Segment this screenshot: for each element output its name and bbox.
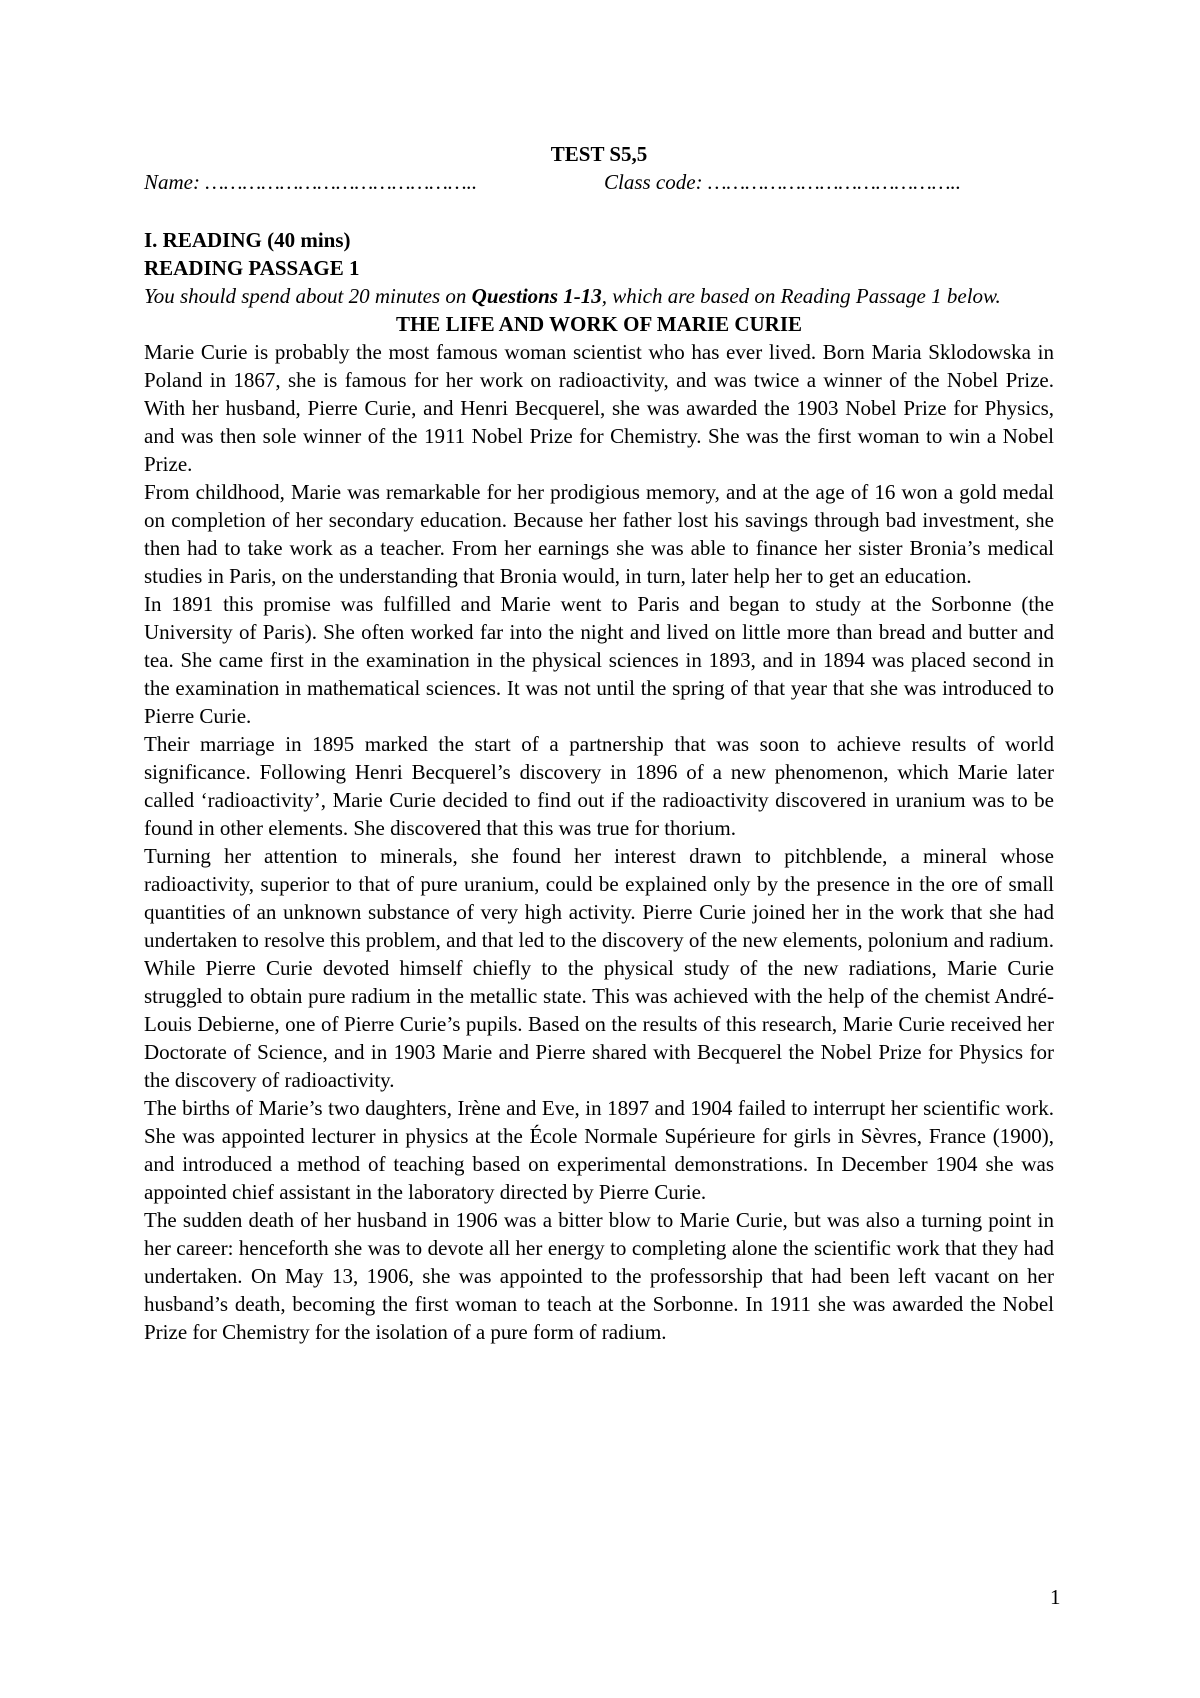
- student-info-row: [144, 168, 1054, 196]
- name-field: Name: ……………………………………..: [144, 170, 478, 194]
- instructions-questions: Questions 1-13: [471, 284, 602, 308]
- passage-heading: READING PASSAGE 1: [144, 256, 360, 280]
- document-page: [144, 140, 1054, 1346]
- article-title: THE LIFE AND WORK OF MARIE CURIE: [395, 312, 803, 336]
- paragraph-2: From childhood, Marie was remarkable for her prodigious memory, and at the age of 16 won a gold medal on completion of her secondary education. Because her father lost his savings through bad investment, she then had to take work as a teacher. From her earnings she was able to finance her sister Bronia’s medical studies in Paris, on the understanding that Bronia would, in turn, later help her to get an education.: [144, 480, 1054, 588]
- test-title: TEST S5,5: [550, 142, 648, 166]
- instructions: [144, 282, 1054, 310]
- instructions-suffix: , which are based on Reading Passage 1 below.: [601, 284, 1001, 308]
- paragraph-7: The sudden death of her husband in 1906 was a bitter blow to Marie Curie, but was also a turning point in her career: henceforth she was to devote all her energy to completing alone the scientific work that they had undertaken. On May 13, 1906, she was appointed to the professorship that had been left vacant on her husband’s death, becoming the first woman to teach at the Sorbonne. In 1911 she was awarded the Nobel Prize for Chemistry for the isolation of a pure form of radium.: [144, 1208, 1054, 1344]
- section-heading: I. READING (40 mins): [144, 228, 351, 252]
- paragraph-5: Turning her attention to minerals, she found her interest drawn to pitchblende, a mineral whose radioactivity, superior to that of pure uranium, could be explained only by the presence in the ore of small quantities of an unknown substance of very high activity. Pierre Curie joined her in the work that she had undertaken to resolve this problem, and that led to the discovery of the new elements, polonium and radium. While Pierre Curie devoted himself chiefly to the physical study of the new radiations, Marie Curie struggled to obtain pure radium in the metallic state. This was achieved with the help of the chemist André-Louis Debierne, one of Pierre Curie’s pupils. Based on the results of this research, Marie Curie received her Doctorate of Science, and in 1903 Marie and Pierre shared with Becquerel the Nobel Prize for Physics for the discovery of radioactivity.: [144, 844, 1054, 1092]
- instructions-prefix: You should spend about 20 minutes on: [144, 284, 472, 308]
- paragraph-1: Marie Curie is probably the most famous woman scientist who has ever lived. Born Maria Sklodowska in Poland in 1867, she is famous for her work on radioactivity, and was twice a winner of the Nobel Prize. With her husband, Pierre Curie, and Henri Becquerel, she was awarded the 1903 Nobel Prize for Physics, and was then sole winner of the 1911 Nobel Prize for Chemistry. She was the first woman to win a Nobel Prize.: [144, 340, 1054, 476]
- spacer: [144, 196, 1054, 226]
- class-code-field: Class code: …………………………………..: [604, 170, 962, 194]
- page-number: 1: [1050, 1585, 1061, 1609]
- paragraph-4: Their marriage in 1895 marked the start of a partnership that was soon to achieve results of world significance. Following Henri Becquerel’s discovery in 1896 of a new phenomenon, which Marie later called ‘radioactivity’, Marie Curie decided to find out if the radioactivity discovered in uranium was to be found in other elements. She discovered that this was true for thorium.: [144, 732, 1054, 840]
- paragraph-6: The births of Marie’s two daughters, Irène and Eve, in 1897 and 1904 failed to interrupt her scientific work. She was appointed lecturer in physics at the École Normale Supérieure for girls in Sèvres, France (1900), and introduced a method of teaching based on experimental demonstrations. In December 1904 she was appointed chief assistant in the laboratory directed by Pierre Curie.: [144, 1096, 1054, 1204]
- paragraph-3: In 1891 this promise was fulfilled and Marie went to Paris and began to study at the Sorbonne (the University of Paris). She often worked far into the night and lived on little more than bread and butter and tea. She came first in the examination in the physical sciences in 1893, and in 1894 was placed second in the examination in mathematical sciences. It was not until the spring of that year that she was introduced to Pierre Curie.: [144, 592, 1054, 728]
